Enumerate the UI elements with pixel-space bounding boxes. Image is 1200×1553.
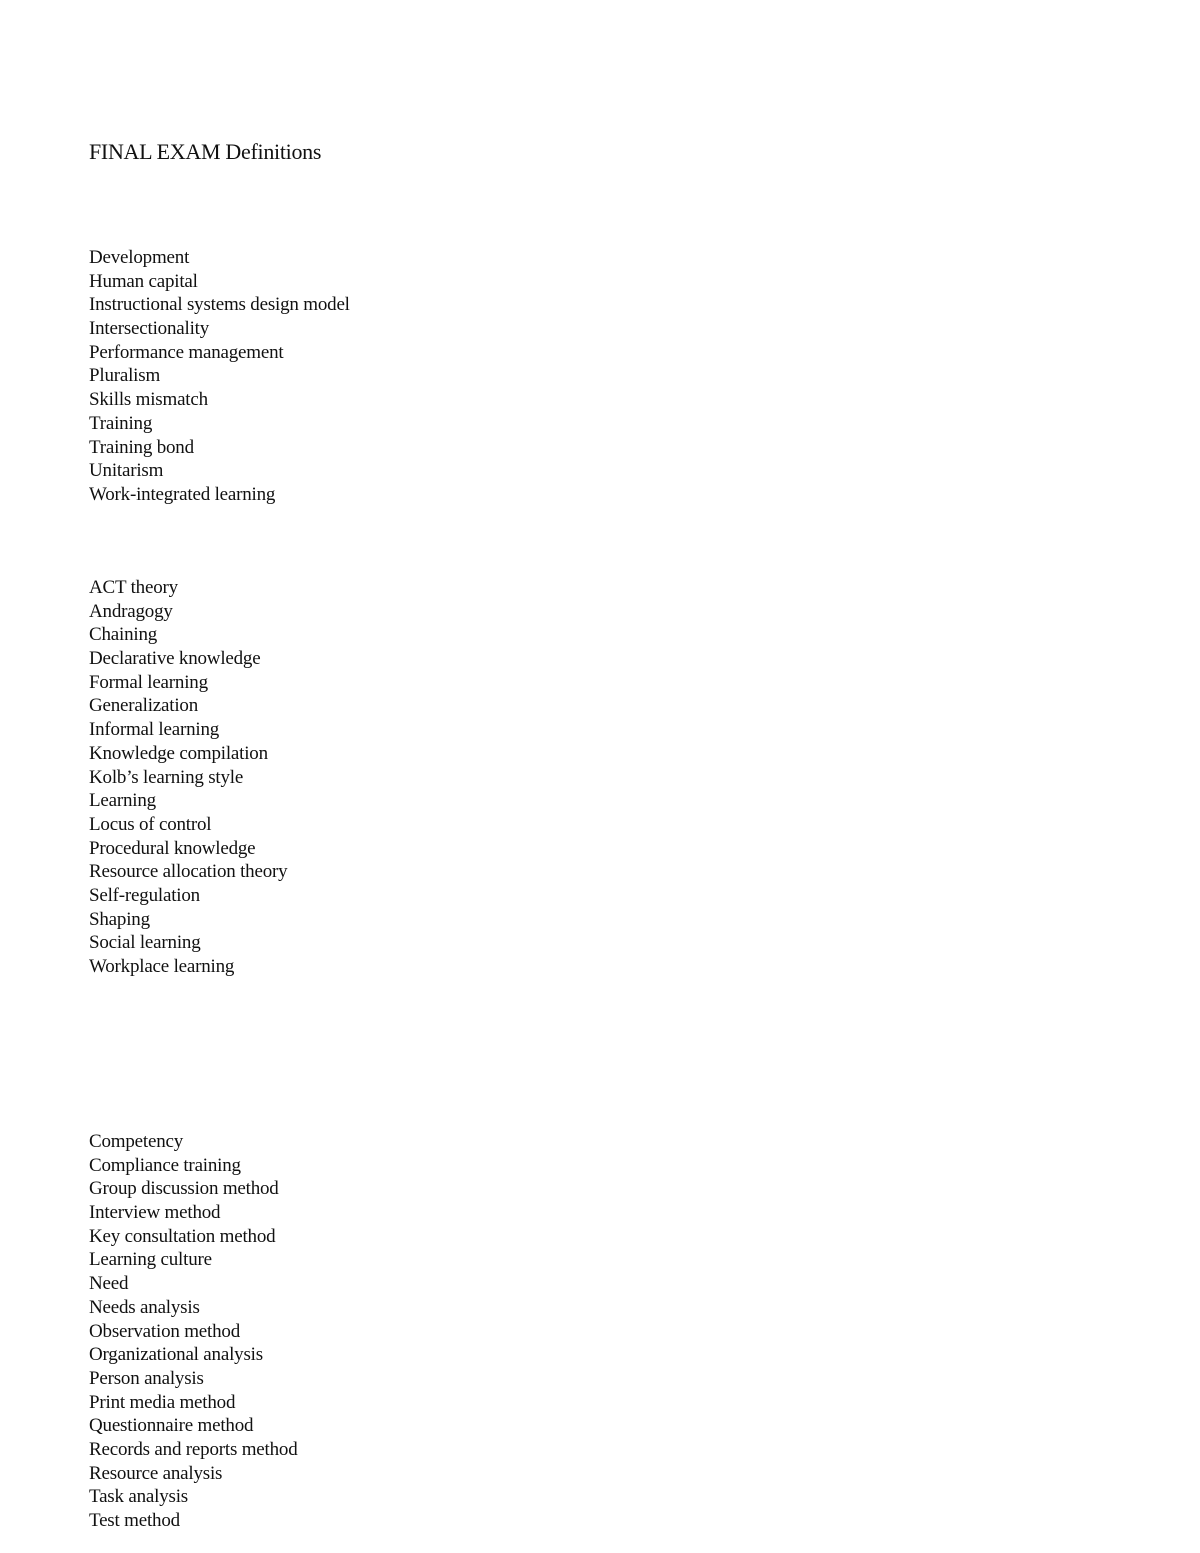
term-item: ACT theory [89,577,178,598]
term-item: Person analysis [89,1367,204,1389]
term-item: Records and reports method [89,1438,298,1460]
term-item: Intersectionality [89,318,210,340]
term-item: Learning culture [89,1249,212,1271]
term-item: Formal learning [89,671,208,693]
term-item: Resource allocation theory [89,861,288,883]
term-item: Knowledge compilation [89,742,268,764]
term-item: Key consultation method [89,1225,276,1247]
term-item: Resource analysis [89,1462,223,1484]
term-item: Training bond [89,436,194,458]
term-list-section-2 [89,576,287,979]
term-item: Pluralism [89,365,161,387]
term-item: Workplace learning [89,956,235,977]
term-item: Chaining [89,624,158,646]
term-item: Task analysis [89,1486,188,1508]
term-item: Work-integrated learning [89,483,276,505]
term-item: Training [89,412,153,434]
term-item: Needs analysis [89,1296,200,1318]
term-item: Learning [89,790,156,812]
term-item: Andragogy [89,600,173,622]
term-item: Locus of control [89,813,212,835]
term-item: Performance management [89,341,284,363]
term-item: Kolb’s learning style [89,766,244,788]
term-item: Unitarism [89,460,164,482]
term-item: Human capital [89,270,198,292]
term-item: Interview method [89,1202,221,1224]
term-item: Need [89,1273,129,1295]
term-item: Instructional systems design model [89,294,350,316]
term-item: Skills mismatch [89,389,208,411]
term-item: Social learning [89,932,201,954]
term-item: Compliance training [89,1154,241,1176]
term-item: Organizational analysis [89,1344,263,1366]
term-list-section-1 [89,246,350,507]
term-item: Observation method [89,1320,241,1342]
term-item: Questionnaire method [89,1415,254,1437]
term-item: Informal learning [89,719,220,741]
term-item: Generalization [89,695,199,717]
term-item: Self-regulation [89,884,200,906]
term-item: Development [89,247,190,268]
term-item: Test method [89,1510,180,1531]
term-item: Print media method [89,1391,236,1413]
term-list-section-3 [89,1130,298,1533]
term-item: Shaping [89,908,150,930]
term-item: Declarative knowledge [89,648,261,670]
term-item: Procedural knowledge [89,837,256,859]
term-item: Competency [89,1131,184,1152]
document-title: FINAL EXAM Definitions [89,139,322,164]
term-item: Group discussion method [89,1178,279,1200]
